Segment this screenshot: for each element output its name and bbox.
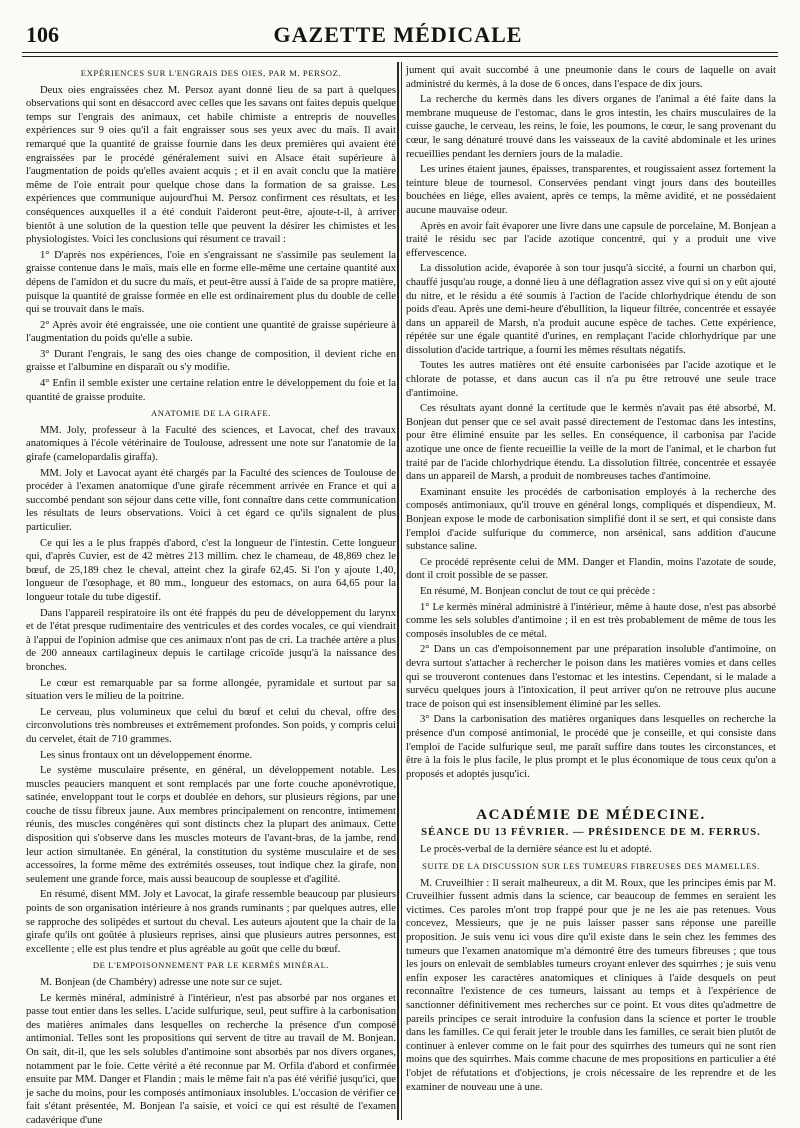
section-title-kermes: DE L'EMPOISONNEMENT PAR LE KERMÈS MINÉRAL. <box>92 960 330 971</box>
paragraph: 2° Dans un cas d'empoisonnement par une préparation insoluble d'antimoine, on devra surtout s'attacher à rechercher le poison dans les matières vomies et dans celles qui se trouveront contenues dans l'estomac et les intestins. Cependant, si le malade a survécu quelques jours à l'intoxication, il peut arriver qu'on ne retrouve plus aucune trace de poison qui est insensiblement éliminé par les selles. <box>406 644 776 710</box>
paragraph: Dans l'appareil respiratoire ils ont été frappés du peu de développement du larynx et de l'état presque rudimentaire des ventricules et des cordes vocales, ce qui viendrait à l'appui de l'opinion admise que ces animaux n'ont pas de cri. La trachée artère a plus de 200 anneaux cartilagineux depuis le cartilage cricoïde jusqu'à la naissance des bronches. <box>26 607 396 673</box>
right-column <box>406 64 776 1114</box>
page-header <box>22 22 774 48</box>
paragraph: jument qui avait succombé à une pneumonie dans le cours de laquelle on avait administré du kermès, à la dose de 6 onces, dans l'espace de dix jours. <box>406 65 776 90</box>
paragraph: En résumé, disent MM. Joly et Lavocat, la girafe ressemble beaucoup par plusieurs points de son organisation intérieure à nos grands ruminants ; par quelques autres, elle se rapproche des solipèdes et surtout du cheval. Les auteurs ajoutent que la chair de la girafe qu'ils ont goûtée à plusieurs reprises, ainsi que plusieurs autres personnes, est excellente ; elle est plus tendre et plus agréable au goût que celle du bœuf. <box>26 889 396 955</box>
masthead-title: GAZETTE MÉDICALE <box>273 22 523 47</box>
paragraph: M. Bonjean (de Chambéry) adresse une note sur ce sujet. <box>40 977 283 988</box>
paragraph: M. Cruveilhier : Il serait malheureux, a dit M. Roux, que les principes émis par M. Cruveilhier fussent admis dans la science, car beaucoup de femmes en seraient les victimes. Ces paroles m'ont trop frappé pour que je ne les aie pas retenues. Vous concevez, Messieurs, que je ne puis laisser passer sans réponse une pareille proposition. Je suis venu ici vous dire qu'il existe dans le sein chez les femmes des tumeurs que l'examen anatomique m'a démontré être des tumeurs fibreuses ; que tous les jours on enlevait de semblables tumeurs croyant enlever des squirrhes ; je suis venu enfin exposer les caractères anatomiques et cliniques à l'aide desquels on peut reconnaître l'existence de ces tumeurs, laissant au temps et à l'expérience de sanctionner définitivement mes recherches sur ce point. Et vous dites qu'admettre de pareils principes ce serait introduire la confusion dans la science et porter le trouble dans les familles. Ce qui ferait jeter le trouble dans les familles, ce serait bien plutôt de continuer à enlever comme on le fait pour des squirrhes des tumeurs qui ne sont rien moins que des squirrhes. Mais comme chacune de mes propositions en particulier a été l'objet de réfutations et d'objections, je crois nécessaire de les reprendre et de les examiner de nouveau une à une. <box>406 877 776 1093</box>
header-rule <box>22 52 778 53</box>
left-column <box>26 64 396 1126</box>
paragraph: Ces résultats ayant donné la certitude que le kermès n'avait pas été absorbé, M. Bonjean dut penser que ce sel avait passé directement de l'estomac dans les intestins, pour être éliminé ensuite par les selles. En conséquence, il carbonisa par l'acide azotique une once de fiente recueillie la veille de la mort de l'animal, et le charbon fut traité par de l'acide chlorhydrique étendu. La dissolution filtrée, concentrée et essayée dans un appareil de Marsh, a produit de nombreuses taches d'antimoine. <box>406 403 776 483</box>
paragraph: MM. Joly et Lavocat ayant été chargés par la Faculté des sciences de Toulouse de procéder à l'examen anatomique d'une girafe récemment arrivée en France et qui a succombé pendant son séjour dans cette ville, font connaître dans cette communication les résultats de leurs observations. Voici à cet égard ce qu'ils signalent de plus particulier. <box>26 467 396 533</box>
paragraph: 1° Le kermès minéral administré à l'intérieur, même à haute dose, n'est pas absorbé comme les sels solubles d'antimoine ; il en est très probablement de même de tous les composés insolubles de ce métal. <box>406 601 776 640</box>
paragraph: Toutes les autres matières ont été ensuite carbonisées par l'acide azotique et le chlorate de potasse, et dans aucun cas il n'a pu être retrouvé une seule trace d'antimoine. <box>406 360 776 399</box>
paragraph: Le cœur est remarquable par sa forme allongée, pyramidale et surtout par sa situation vers le milieu de la poitrine. <box>26 677 396 703</box>
paragraph: Ce qui les a le plus frappés d'abord, c'est la longueur de l'intestin. Cette longueur qui, d'après Cuvier, est de 42 mètres 213 millim. chez le chameau, de 48,869 chez le bœuf, de 25,189 chez le cheval, atteint chez la girafe 62,45. Si l'on y ajoute 1,40, longueur de l'œsophage, et 80 mm., longueur des estomacs, on aura 64,65 pour la longueur totale du tube digestif. <box>26 537 396 603</box>
session-heading: SÉANCE DU 13 FÉVRIER. — PRÉSIDENCE DE M. FERRUS. <box>421 826 761 838</box>
paragraph: Le kermès minéral, administré à l'intérieur, n'est pas absorbé par nos organes et passe tout entier dans les selles. L'acide sulfurique, seul, peut suffire à la carbonisation des matières animales dans lesquelles on recherche la présence d'un composé antimonial. Telles sont les propositions qui servent de titre au travail de M. Bonjean. On sait, dit-il, que les sels solubles d'antimoine sont absorbés par nos divers organes, notamment par le foie. Cette vérité a été reconnue par M. Orfila d'abord et confirmée ensuite par MM. Danger et Flandin ; mais le même fait n'a pas été vérifié jusqu'ici, que je sache du moins, pour les composés antimoniaux insolubles. L'occasion de vérifier ce fait s'étant présentée, M. Bonjean l'a saisie, et voici ce qui est résulté de l'examen cadavérique d'une <box>26 992 396 1126</box>
paragraph: 2° Après avoir été engraissée, une oie contient une quantité de graisse supérieure à l'augmentation du poids qu'elle a subie. <box>26 319 396 345</box>
paragraph: Le cerveau, plus volumineux que celui du bœuf et celui du cheval, offre des circonvolutions très nombreuses et extrêmement profondes. Son poids, y compris celui du cervelet, était de 710 grammes. <box>26 706 396 745</box>
paragraph: La dissolution acide, évaporée à son tour jusqu'à siccité, a fourni un charbon qui, chauffé jusqu'au rouge, a donné lieu à une déflagration assez vive qui si on y eût ajouté du nitre, et le résidu a été soumis à l'action de l'acide chlorhydrique étendu de son poids d'eau. Après une demi-heure d'ébullition, la liqueur filtrée, concentrée et essayée dans un appareil de Marsh, n'a produit aucune espèce de taches. Cette expérience, répétée sur une égale quantité d'urines, en remplaçant l'acide chlorhydrique par une dissolution d'acide tartrique, a fourni les mêmes résultats négatifs. <box>406 263 776 356</box>
page-number: 106 <box>26 22 59 47</box>
paragraph: Les sinus frontaux ont un développement énorme. <box>40 749 253 761</box>
paragraph: 3° Dans la carbonisation des matières organiques dans lesquelles on recherche la présence d'un composé antimonial, le procédé que je conseille, et qui consiste dans l'emploi de l'acide sulfurique seul, me paraît suffire dans toutes les circonstances, et être à la fois le plus facile, le plus prompt et le plus économique de tous ceux qu'on a proposés et adoptés jusqu'ici. <box>406 714 776 780</box>
paragraph: En résumé, M. Bonjean conclut de tout ce qui précède : <box>420 585 656 597</box>
paragraph: Examinant ensuite les procédés de carbonisation employés à la recherche des composés antimoniaux, qu'il trouve en général longs, compliqués et dispendieux, M. Bonjean expose le mode de carbonisation simplifié dont il se sert, et qui consiste dans l'emploi d'acide sulfurique du commerce, non arsénical, sans addition d'aucune substance saline. <box>406 486 776 553</box>
paragraph: 4° Enfin il semble exister une certaine relation entre le développement du foie et la quantité de graisse produite. <box>26 378 396 403</box>
column-divider <box>397 62 399 1120</box>
column-divider-thin <box>401 62 402 1120</box>
paragraph: Le procès-verbal de la dernière séance est lu et adopté. <box>420 844 652 856</box>
section-title-engrais-oies: EXPÉRIENCES SUR L'ENGRAIS DES OIES, PAR M. PERSOZ. <box>80 68 342 78</box>
paragraph: Ce procédé représente celui de MM. Danger et Flandin, moins l'azotate de soude, dont il croit possible de se passer. <box>406 556 776 582</box>
academy-heading: ACADÉMIE DE MÉDECINE. <box>476 807 706 824</box>
section-title-tumeurs: SUITE DE LA DISCUSSION SUR LES TUMEURS FIBREUSES DES MAMELLES. <box>422 861 760 872</box>
paragraph: Le système musculaire présente, en général, un développement notable. Les muscles peauciers manquent et sont remplacés par une forte couche aponévrotique, satinée, enveloppant tout le corps et doublée en dehors, sur plusieurs régions, par une couche de tissu fibreux jaune. Aux membres principalement on rencontre, intimement réunis, des muscles congénères qui sont distincts chez la plupart des animaux. Cette disposition qui s'observe dans les muscles moteurs de l'avant-bras, de la jambe, rend leur action simultanée. En général, la constitution du système musculaire et de ses accessoires, la forme même des extrémités osseuses, tout indique chez la girafe, non seulement une grande force, mais aussi beaucoup de souplesse et d'agilité. <box>26 765 396 885</box>
paragraph: Après en avoir fait évaporer une livre dans une capsule de porcelaine, M. Bonjean a traité le résidu sec par l'acide azotique concentré, qui y a produit une vive effervescence. <box>406 220 776 259</box>
paragraph: 3° Durant l'engrais, le sang des oies change de composition, il devient riche en graisse et l'albumine en disparaît ou s'y modifie. <box>26 348 396 374</box>
paragraph: Deux oies engraissées chez M. Persoz ayant donné lieu de sa part à quelques observations qui sont en désaccord avec celles que les savans ont faites depuis quelque temps sur l'engrais des animaux, cet habile chimiste a entrepris de nouvelles expériences sur 9 oies qu'il a fait engraisser sous ses yeux avec du maïs. Il avait remarqué que la quantité de graisse fournie dans les deux premières qui avaient été engraissées par le procédé généralement suivi en Alsace était supérieure à l'augmentation de poids qu'elles avaient acquis ; et il en avait conclu que la matière même de l'oie entrait pour quelque chose dans la formation de sa graisse. Les expériences que communique aujourd'hui M. Persoz confirment ces résultats, et les conséquences auxquelles il a été conduit l'aideront peut-être, ajoute-t-il, à arriver bientôt à une solution de la question telle que peuvent la désirer les chimistes et les physiologistes. Voici les conclusions qui résument ce travail : <box>26 84 396 246</box>
header-rule-thin <box>22 56 778 57</box>
paragraph: 1° D'après nos expériences, l'oie en s'engraissant ne s'assimile pas seulement la graisse contenue dans le maïs, mais elle en forme elle-même une certaine quantité aux dépens de l'amidon et du sucre du maïs, et peut-être aussi à l'aide de sa propre matière, puisque la quantité de graisse formée en elle est ordinairement plus du double de celle qui se trouvait dans le maïs. <box>26 249 396 316</box>
paragraph: Les urines étaient jaunes, épaisses, transparentes, et rougissaient assez fortement la teinture bleue de tournesol. Conservées pendant vingt jours dans des bouteilles bouchées en liége, elles avaient, après ce temps, la même avidité, et ne possédaient aucune mauvaise odeur. <box>406 164 776 216</box>
section-title-girafe: ANATOMIE DE LA GIRAFE. <box>151 408 271 419</box>
paragraph: La recherche du kermès dans les divers organes de l'animal a été faite dans la membrane muqueuse de l'estomac, dans le gros intestin, les chairs musculaires de la cuisse gauche, le cerveau, les reins, le foie, les poumons, le cœur, le sang provenant du cœur, le sang dénaturé trouvé dans les vaisseaux de la cavité abdominale et les urines recueillies pendant les derniers jours de la maladie. <box>406 94 776 160</box>
paragraph: MM. Joly, professeur à la Faculté des sciences, et Lavocat, chef des travaux anatomiques à l'école vétérinaire de Toulouse, adressent une note sur l'anatomie de la girafe (camelopardalis giraffa). <box>26 424 396 464</box>
